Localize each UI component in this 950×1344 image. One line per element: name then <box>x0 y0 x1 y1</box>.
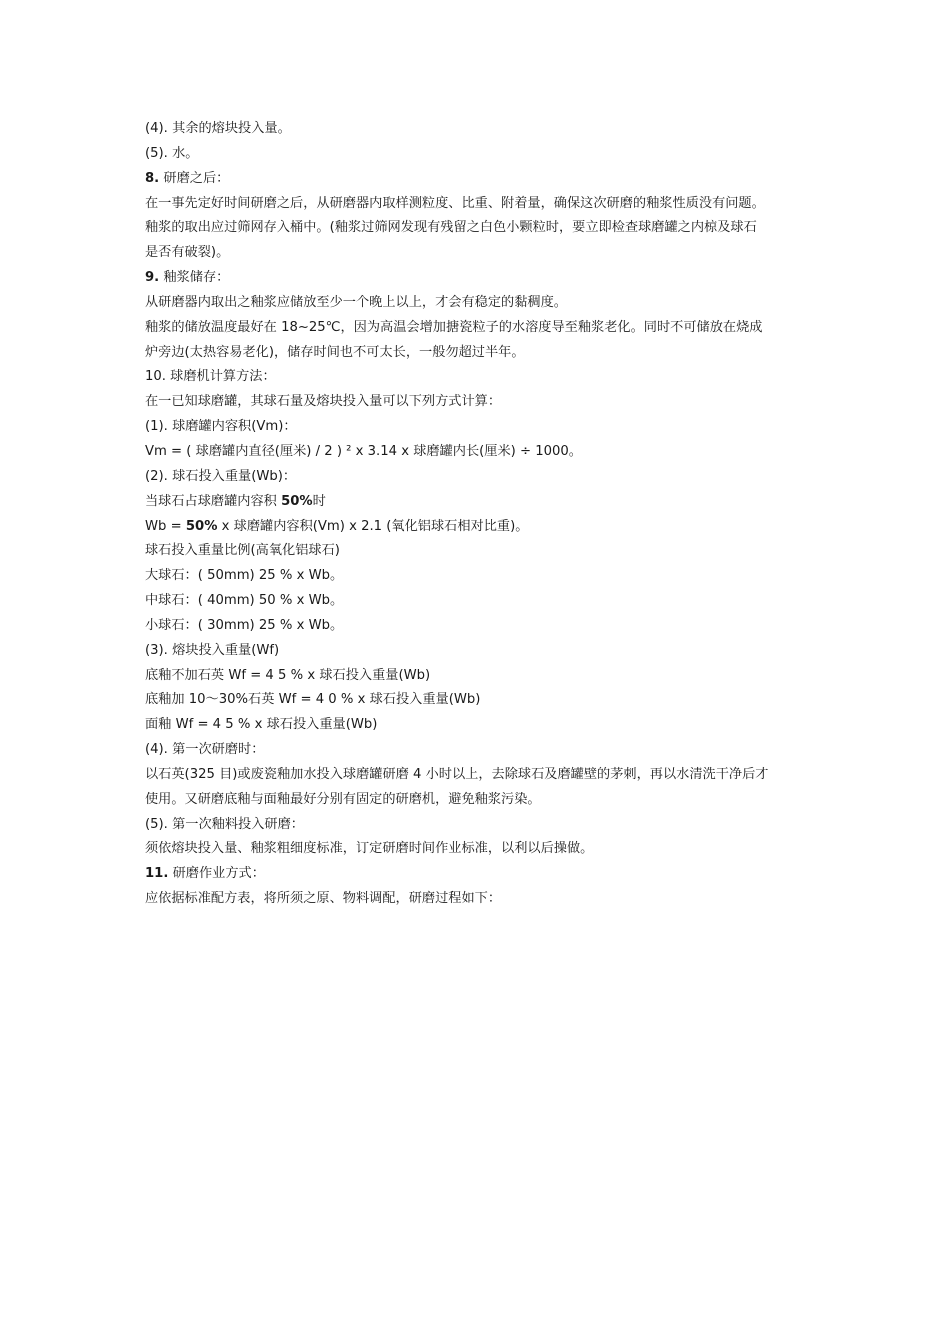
text-line: 在一已知球磨罐，其球石量及熔块投入量可以下列方式计算： <box>145 394 502 410</box>
text-line: (4). 其余的熔块投入量。 <box>145 121 291 136</box>
text-line: (4). 第一次研磨时： <box>145 742 265 758</box>
text-line: (3). 熔块投入重量(Wf) <box>145 642 280 658</box>
text-line: 釉浆的取出应过筛网存入桶中。(釉浆过筛网发现有残留之白色小颗粒时，要立即检查球磨罐之内椋及球石 <box>145 220 757 236</box>
emphasis-percent: 50% <box>185 518 218 534</box>
text-line: (5). 水。 <box>145 145 199 161</box>
section-number: 11. <box>145 866 169 882</box>
text-line: 底釉加 10～30%石英 Wf = 4 0 % x 球石投入重量(Wb) <box>145 692 481 708</box>
formula-line: Vm = ( 球磨罐内直径(厘米) / 2 ) ² x 3.14 x 球磨罐内长(厘米) ÷ 1000。 <box>145 443 582 459</box>
text-line: 应依据标准配方表，将所须之原、物料调配，研磨过程如下： <box>145 891 502 907</box>
section-title: 釉浆储存： <box>163 270 230 286</box>
section-heading-11 <box>145 862 815 887</box>
text-line: 以石英(325 目)或废瓷釉加水投入球磨罐研磨 4 小时以上，去除球石及磨罐壁的茅刺，再以水清洗干净后才 <box>145 766 769 782</box>
section-number: 8. <box>145 170 160 186</box>
formula-line <box>145 515 815 540</box>
section-title: 研磨之后： <box>163 170 230 186</box>
text-segment: 时 <box>312 493 326 509</box>
emphasis-percent: 50% <box>281 493 313 509</box>
text-line: 使用。又研磨底釉与面釉最好分别有固定的研磨机，避免釉浆污染。 <box>145 791 541 807</box>
section-title: 研磨作业方式： <box>172 866 265 882</box>
text-line <box>145 490 815 515</box>
text-line: (5). 第一次釉料投入研磨： <box>145 816 304 832</box>
document-page <box>145 117 815 912</box>
text-line: (2). 球石投入重量(Wb)： <box>145 468 297 484</box>
text-line: 球石投入重量比例(高氧化铝球石) <box>145 543 340 559</box>
text-line: 须依熔块投入量、釉浆粗细度标准，订定研磨时间作业标准，以利以后操做。 <box>145 841 594 857</box>
section-heading-8 <box>145 167 815 192</box>
text-line: 大球石：( 50mm) 25 % x Wb。 <box>145 568 344 584</box>
section-heading-9 <box>145 266 815 291</box>
text-segment: x 球磨罐内容积(Vm) x 2.1 (氧化铝球石相对比重)。 <box>217 518 529 534</box>
text-line: (1). 球磨罐内容积(Vm)： <box>145 419 297 435</box>
text-line: 从研磨器内取出之釉浆应储放至少一个晚上以上，才会有稳定的黏稠度。 <box>145 294 567 310</box>
text-line: 中球石：( 40mm) 50 % x Wb。 <box>145 593 344 609</box>
text-segment: Wb = <box>145 518 186 534</box>
section-heading-10: 10. 球磨机计算方法： <box>145 369 276 385</box>
text-line: 在一事先定好时间研磨之后，从研磨器内取样测粒度、比重、附着量，确保这次研磨的釉浆性质没有问题。 <box>145 195 765 211</box>
text-line: 是否有破裂)。 <box>145 245 230 261</box>
text-segment: 当球石占球磨罐内容积 <box>145 493 282 509</box>
text-line: 小球石：( 30mm) 25 % x Wb。 <box>145 617 344 633</box>
text-line: 釉浆的储放温度最好在 18~25℃，因为高温会增加搪瓷粒子的水溶度导至釉浆老化。同时不可储放在烧成 <box>145 319 763 335</box>
section-number: 9. <box>145 270 160 286</box>
text-line: 面釉 Wf = 4 5 % x 球石投入重量(Wb) <box>145 717 378 733</box>
text-line: 炉旁边(太热容易老化)，储存时间也不可太长，一般勿超过半年。 <box>145 344 525 360</box>
text-line: 底釉不加石英 Wf = 4 5 % x 球石投入重量(Wb) <box>145 667 431 683</box>
